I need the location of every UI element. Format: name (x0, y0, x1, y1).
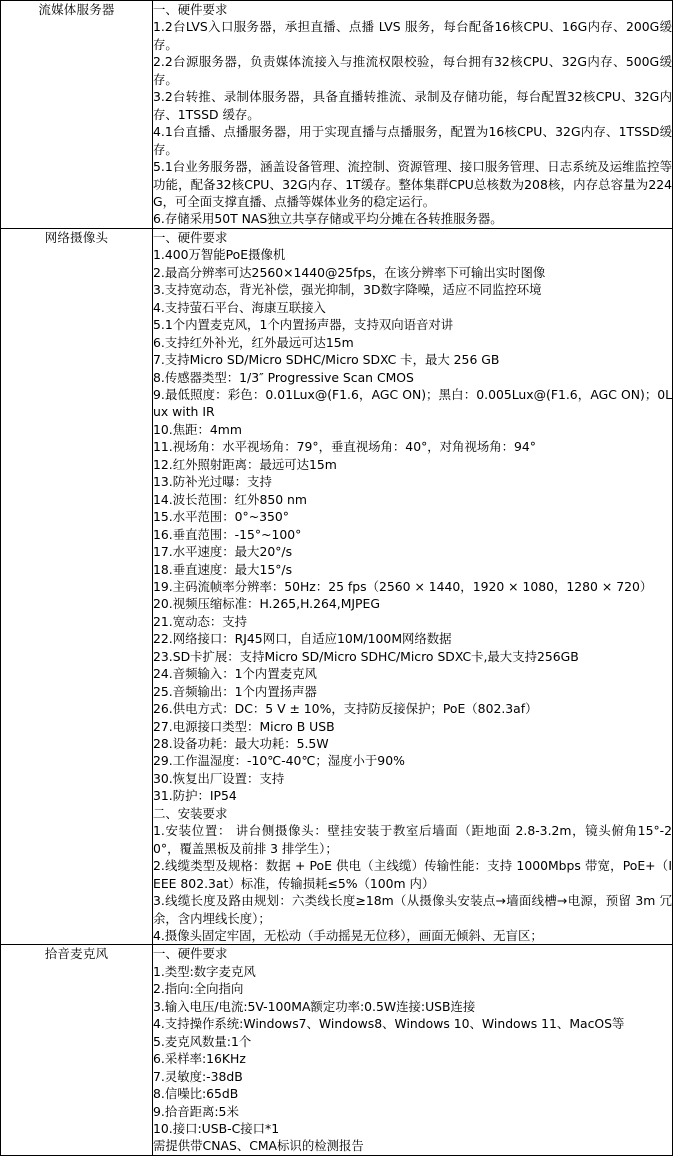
spec-line: 15.水平范围：0°~350° (153, 509, 289, 525)
spec-line: 6.采样率:16KHz (153, 1051, 246, 1067)
spec-line: 25.音频输出：1个内置扬声器 (153, 683, 317, 699)
spec-line: 1.安装位置： 讲台侧摄像头：壁挂安装于教室后墙面（距地面 2.8-3.2m，镜头俯角15°-20°，覆盖黑板及前排 3 排学生）； (153, 823, 672, 856)
spec-line: 一、硬件要求 (153, 2, 228, 17)
equipment-name-cell-pickup-microphone: 拾音麦克风 (1, 945, 153, 1155)
spec-line: 7.支持Micro SD/Micro SDHC/Micro SDXC 卡，最大 256 GB (153, 352, 500, 368)
spec-line: 3.支持宽动态，背光补偿，强光抑制，3D数字降噪，适应不同监控环境 (153, 282, 542, 298)
table-body (1, 1, 673, 1156)
spec-line: 10.焦距：4mm (153, 421, 242, 437)
spec-line: 9.拾音距离:5米 (153, 1103, 239, 1119)
spec-line-list (153, 1, 672, 228)
spec-line: 5.1台业务服务器，涵盖设备管理、流控制、资源管理、接口服务管理、日志系统及运维监控等功能，配备32核CPU、32G内存、1T缓存。整体集群CPU总核数为208核，内存总容量为224G，可全面支撑直播、点播等媒体业务的稳定运行。 (153, 159, 672, 209)
spec-line: 1.2台LVS入口服务器，承担直播、点播 LVS 服务，每台配备16核CPU、16G内存、200G缓存。 (153, 19, 672, 52)
spec-line: 22.网络接口：RJ45网口，自适应10M/100M网络数据 (153, 631, 452, 647)
spec-line: 13.防补光过曝：支持 (153, 474, 272, 490)
spec-line: 5.1个内置麦克风，1个内置扬声器，支持双向语音对讲 (153, 317, 454, 333)
equipment-spec-cell-pickup-microphone (153, 945, 673, 1155)
spec-line: 23.SD卡扩展：支持Micro SD/Micro SDHC/Micro SDXC卡,最大支持256GB (153, 648, 579, 664)
spec-line: 2.指向:全向指向 (153, 981, 244, 997)
spec-line: 27.电源接口类型：Micro B USB (153, 718, 335, 734)
spec-line: 10.接口:USB-C接口*1 (153, 1121, 280, 1136)
spec-line: 8.传感器类型：1/3″ Progressive Scan CMOS (153, 369, 414, 385)
spec-line: 1.400万智能PoE摄像机 (153, 247, 286, 263)
equipment-spec-cell-streaming-server (153, 1, 673, 229)
spec-line: 4.支持操作系统:Windows7、Windows8、Windows 10、Windows 11、MacOS等 (153, 1016, 625, 1032)
table-row (1, 228, 673, 945)
spec-line: 2.2台源服务器，负责媒体流接入与推流权限校验，每台拥有32核CPU、32G内存、500G缓存。 (153, 54, 672, 87)
spec-line: 一、硬件要求 (153, 946, 228, 962)
spec-line-list (153, 945, 672, 1154)
spec-line: 17.水平速度：最大20°/s (153, 544, 293, 560)
spec-line: 3.2台转推、录制体服务器，具备直播转推流、录制及存储功能，每台配置32核CPU、32G内存、1TSSD 缓存。 (153, 89, 672, 122)
spec-line: 3.线缆长度及路由规划：六类线长度≥18m（从摄像头安装点→墙面线槽→电源，预留 3m 冗余，含内埋线长度）； (153, 893, 672, 926)
spec-line: 11.视场角：水平视场角：79°，垂直视场角：40°，对角视场角：94° (153, 439, 536, 455)
table-row (1, 945, 673, 1155)
spec-line: 1.类型:数字麦克风 (153, 963, 256, 979)
spec-line: 28.设备功耗：最大功耗：5.5W (153, 736, 329, 752)
spec-line-list (153, 229, 672, 945)
spec-line: 5.麦克风数量:1个 (153, 1033, 252, 1049)
spec-line: 4.支持萤石平台、海康互联接入 (153, 299, 326, 315)
spec-line: 16.垂直范围：-15°~100° (153, 526, 302, 542)
equipment-spec-cell-network-camera (153, 228, 673, 945)
spec-line: 4.1台直播、点播服务器，用于实现直播与点播服务，配置为16核CPU、32G内存、1TSSD缓存。 (153, 124, 672, 157)
spec-line: 18.垂直速度：最大15°/s (153, 561, 293, 577)
spec-line: 12.红外照射距离：最远可达15m (153, 456, 337, 472)
spec-line: 6.支持红外补光，红外最远可达15m (153, 334, 354, 350)
spec-line: 24.音频输入：1个内置麦克风 (153, 666, 317, 682)
spec-line: 8.信噪比:65dB (153, 1086, 239, 1102)
spec-line: 31.防护：IP54 (153, 788, 237, 804)
spec-line: 30.恢复出厂设置：支持 (153, 770, 285, 786)
spec-line: 3.输入电压/电流:5V-100MA额定功率:0.5W连接:USB连接 (153, 998, 476, 1014)
spec-line: 二、安装要求 (153, 805, 228, 821)
spec-line: 19.主码流帧率分辨率：50Hz：25 fps（2560 × 1440，1920 × 1080，1280 × 720） (153, 578, 653, 594)
spec-line: 20.视频压缩标准：H.265,H.264,MJPEG (153, 596, 380, 612)
spec-line: 26.供电方式：DC：5 V ± 10%，支持防反接保护；PoE（802.3af） (153, 701, 538, 717)
equipment-name-cell-streaming-server: 流媒体服务器 (1, 1, 153, 229)
spec-line: 2.线缆类型及规格：数据 + PoE 供电（主线缆）传输性能：支持 1000Mbps 带宽，PoE+（IEEE 802.3at）标准，传输损耗≤5%（100m 内） (153, 858, 672, 891)
spec-line: 一、硬件要求 (153, 229, 228, 245)
spec-line: 14.波长范围：红外850 nm (153, 491, 307, 507)
spec-line: 29.工作温湿度：-10℃-40℃；湿度小于90% (153, 753, 405, 769)
spec-line: 需提供带CNAS、CMA标识的检测报告 (153, 1138, 364, 1154)
table-row (1, 1, 673, 229)
spec-line: 2.最高分辨率可达2560×1440@25fps，在该分辨率下可输出实时图像 (153, 264, 546, 280)
spec-line: 7.灵敏度:-38dB (153, 1068, 243, 1084)
spec-line: 6.存储采用50T NAS独立共享存储或平均分摊在各转推服务器。 (153, 211, 503, 227)
spec-line: 21.宽动态：支持 (153, 613, 248, 629)
spec-line: 4.摄像头固定牢固，无松动（手动摇晃无位移），画面无倾斜、无盲区； (153, 928, 543, 944)
equipment-name-cell-network-camera: 网络摄像头 (1, 228, 153, 945)
spec-line: 9.最低照度：彩色：0.01Lux@(F1.6，AGC ON)；黑白：0.005Lux@(F1.6，AGC ON)；0Lux with IR (153, 386, 672, 420)
